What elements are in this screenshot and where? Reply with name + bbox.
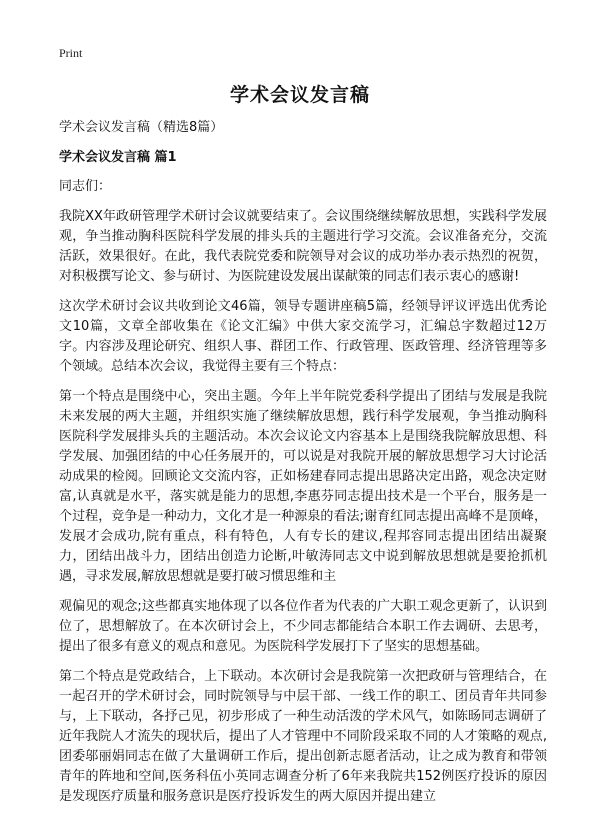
page-title: 学术会议发言稿 [229,84,370,106]
document-subtitle: 学术会议发言稿（精选8篇） [59,120,224,135]
paragraph: 第一个特点是围绕中心，突出主题。今年上半年院党委科学提出了团结与发展是我院未来发展的两大主题，并组织实施了继续解放思想，践行科学发展观，争当推动胸科医院科学发展排头兵的主题活动。本次会议论文内容基本上是围绕我院解放思想、科学发展、加强团结的中心任务展开的，可以说是对我院开展的解放思想学习大讨论活动成果的检阅。回顾论文交流内容，正如杨建春同志提出思路决定出路，观念决定财富,认真就是水平，落实就是能力的思想,李惠芬同志提出技术是一个平台，服务是一个过程，竞争是一种动力，文化才是一种源泉的看法;谢育红同志提出高峰不是顶峰，发展才会成功,院有重点，科有特色，人有专长的建议,程邦容同志提出团结出凝聚力，团结出战斗力，团结出创造力论断,叶敏涛同志文中说到解放思想就是要抢抓机遇，寻求发展,解放思想就是要打破习惯思维和主 [59,389,547,584]
document-body [59,118,547,817]
print-link[interactable]: Print [59,46,83,60]
paragraph: 这次学术研讨会议共收到论文46篇，领导专题讲座稿5篇，经领导评议评选出优秀论文10篇，文章全部收集在《论文汇编》中供大家交流学习，汇编总字数超过12万字。内容涉及理论研究、组织人事、群团工作、行政管理、医政管理、经济管理等多个领域。总结本次会议，我觉得主要有三个特点： [59,299,547,374]
greeting: 同志们： [59,179,112,194]
paragraph: 我院XX年政研管理学术研讨会议就要结束了。会议围绕继续解放思想，实践科学发展观，争当推动胸科医院科学发展的排头兵的主题进行学习交流。会议准备充分，交流活跃，效果很好。在此，我代表院党委和院领导对会议的成功举办表示热烈的祝贺，对积极撰写论文、参与研讨、为医院建设发展出谋献策的同志们表示衷心的感谢! [59,209,547,284]
paragraph: 观偏见的观念;这些都真实地体现了以各位作者为代表的广大职工观念更新了，认识到位了，思想解放了。在本次研讨会上，不少同志都能结合本职工作去调研、去思考，提出了很多有意义的观点和意见。为医院科学发展打下了坚实的思想基础。 [59,599,547,654]
paragraph: 第二个特点是党政结合，上下联动。本次研讨会是我院第一次把政研与管理结合，在一起召开的学术研讨会，同时院领导与中层干部、一线工作的职工、团员青年共同参与，上下联动，各抒己见，初步形成了一种生动活泼的学术风气，如陈旸同志调研了近年我院人才流失的现状后，提出了人才管理中不同阶段采取不同的人才策略的观点,团委邬丽娟同志在做了大量调研工作后，提出创新志愿者活动，让之成为教育和带领青年的阵地和空间,医务科伍小英同志调查分析了6年来我院共152例医疗投诉的原因是发现医疗质量和服务意识是医疗投诉发生的两大原因并提出建立 [59,669,547,804]
section-heading: 学术会议发言稿 篇1 [59,150,177,165]
